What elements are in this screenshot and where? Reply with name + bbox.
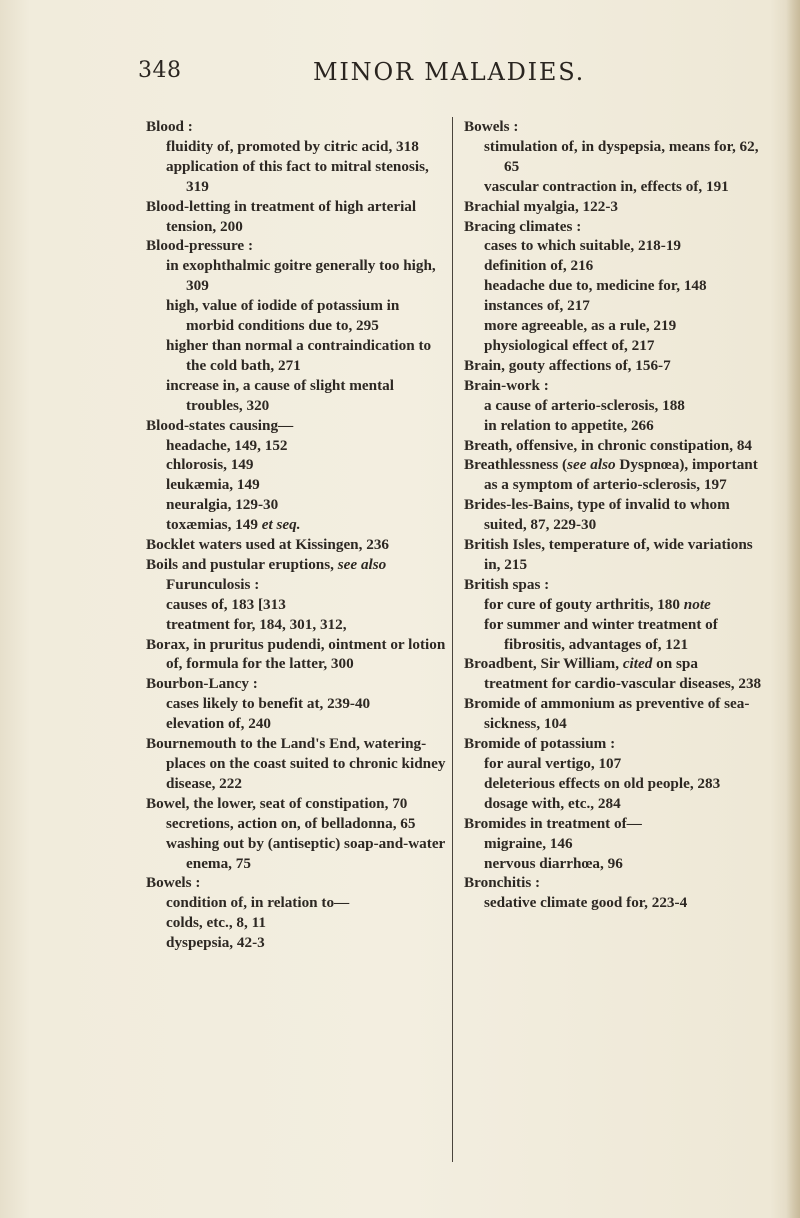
index-entry: [146, 236, 446, 256]
index-entry: [464, 814, 764, 834]
index-subentry: [464, 276, 764, 296]
entry-text: chlorosis, 149: [166, 456, 254, 474]
entry-text: sedative climate good for, 223-4: [484, 894, 688, 912]
index-subentry: [146, 296, 446, 336]
entry-text: Blood :: [146, 118, 193, 135]
entry-text: causes of, 183 [313: [166, 595, 286, 613]
index-entry: [146, 674, 446, 694]
index-entry: [464, 734, 764, 754]
entry-text: Bowels :: [464, 118, 519, 135]
index-entry: [146, 635, 446, 675]
entry-text: cases to which suitable, 218-19: [484, 237, 682, 255]
entry-text: for cure of gouty arthritis, 180: [484, 595, 684, 613]
index-column-left: [146, 117, 446, 953]
entry-text: in relation to appetite, 266: [484, 416, 654, 434]
index-entry: [464, 376, 764, 396]
index-entry: [464, 455, 764, 495]
entry-text: Brides-les-Bains, type of invalid to whom suited, 87, 229-30: [464, 496, 730, 534]
index-subentry: [464, 137, 764, 177]
entry-text: neuralgia, 129-30: [166, 496, 279, 514]
index-subentry: [146, 137, 446, 157]
index-subentry: [464, 615, 764, 655]
index-subentry: [146, 256, 446, 296]
index-subentry: [146, 336, 446, 376]
entry-text: secretions, action on, of belladonna, 65: [166, 814, 416, 832]
entry-text: application of this fact to mitral stenosis, 319: [166, 157, 429, 195]
entry-text: high, value of iodide of potassium in morbid conditions due to, 295: [166, 297, 400, 335]
index-subentry: [146, 515, 446, 535]
index-subentry: [464, 774, 764, 794]
entry-text: Bowel, the lower, seat of constipation, 70: [146, 794, 408, 812]
index-subentry: [146, 455, 446, 475]
index-subentry: [464, 256, 764, 276]
index-subentry: [464, 336, 764, 356]
index-entry: [146, 117, 446, 137]
entry-text: Bromide of potassium :: [464, 735, 616, 753]
index-subentry: [464, 416, 764, 436]
index-subentry: [464, 595, 764, 615]
entry-text: fluidity of, promoted by citric acid, 318: [166, 137, 419, 155]
index-entry: [146, 794, 446, 814]
entry-text: a cause of arterio-sclerosis, 188: [484, 396, 685, 414]
index-entry: [464, 117, 764, 137]
index-column-right: [464, 117, 764, 913]
index-subentry: [146, 475, 446, 495]
index-subentry: [146, 714, 446, 734]
index-subentry: [464, 794, 764, 814]
index-subentry: [146, 893, 446, 913]
index-subentry: [464, 834, 764, 854]
entry-italic-text: note: [683, 595, 711, 613]
entry-text: Boils and pustular eruptions,: [146, 555, 338, 573]
entry-text: in exophthalmic goitre generally too high, 309: [166, 257, 436, 295]
entry-text: higher than normal a contraindication to the cold bath, 271: [166, 336, 432, 374]
index-subentry: [146, 376, 446, 416]
column-divider: [452, 117, 453, 1162]
index-entry: [464, 694, 764, 734]
index-entry: [464, 873, 764, 893]
index-entry: [464, 495, 764, 535]
entry-text-continued: Dyspnœa), important as a symptom of arterio-sclerosis, 197: [484, 456, 758, 494]
index-subentry: [464, 236, 764, 256]
entry-text: Breathlessness (: [464, 456, 568, 474]
entry-text: condition of, in relation to—: [166, 894, 350, 912]
entry-text-continued: Furunculosis :: [166, 575, 260, 593]
entry-text: Bromide of ammonium as preventive of sea-sickness, 104: [464, 695, 750, 733]
entry-text: Breath, offensive, in chronic constipation, 84: [464, 436, 753, 454]
entry-text: migraine, 146: [484, 834, 573, 852]
entry-text: Blood-letting in treatment of high arterial tension, 200: [146, 197, 417, 235]
index-subentry: [146, 814, 446, 834]
index-entry: [146, 535, 446, 555]
page-edge-shadow: [786, 0, 800, 1218]
index-entry: [464, 197, 764, 217]
entry-text: Brain, gouty affections of, 156-7: [464, 356, 671, 374]
entry-text: dyspepsia, 42-3: [166, 934, 265, 952]
index-subentry: [464, 854, 764, 874]
entry-text: deleterious effects on old people, 283: [484, 774, 721, 792]
entry-text: Bourbon-Lancy :: [146, 675, 258, 693]
page-number: 348: [138, 58, 182, 83]
index-subentry: [146, 933, 446, 953]
entry-text: physiological effect of, 217: [484, 336, 655, 354]
entry-text: Bowels :: [146, 874, 201, 892]
index-entry: [464, 436, 764, 456]
index-entry: [146, 734, 446, 794]
entry-text: more agreeable, as a rule, 219: [484, 317, 677, 335]
entry-text: vascular contraction in, effects of, 191: [484, 177, 729, 195]
entry-text: Bromides in treatment of—: [464, 814, 642, 832]
index-subentry: [146, 834, 446, 874]
entry-text: Brain-work :: [464, 376, 549, 394]
entry-text: washing out by (antiseptic) soap-and-water enema, 75: [166, 834, 446, 872]
entry-text: colds, etc., 8, 11: [166, 914, 266, 932]
index-subentry: [146, 913, 446, 933]
entry-text: Borax, in pruritus pudendi, ointment or lotion of, formula for the latter, 300: [146, 635, 446, 673]
entry-text: Bracing climates :: [464, 217, 582, 235]
index-entry: [146, 555, 446, 595]
index-subentry: [146, 694, 446, 714]
index-subentry: [464, 396, 764, 416]
index-subentry: [146, 615, 446, 635]
index-subentry: [146, 595, 446, 615]
entry-text: nervous diarrhœa, 96: [484, 854, 623, 872]
entry-text: definition of, 216: [484, 257, 594, 275]
entry-text: for aural vertigo, 107: [484, 755, 622, 772]
index-entry: [146, 873, 446, 893]
entry-text: leukæmia, 149: [166, 476, 260, 494]
index-entry: [146, 197, 446, 237]
entry-italic-text: see also: [337, 555, 387, 573]
index-subentry: [464, 754, 764, 774]
index-subentry: [464, 296, 764, 316]
entry-text: Bronchitis :: [464, 874, 541, 892]
entry-text: British Isles, temperature of, wide variations in, 215: [464, 536, 753, 573]
entry-text: Blood-pressure :: [146, 237, 254, 255]
entry-text: British spas :: [464, 575, 550, 593]
entry-italic-text: cited: [622, 655, 653, 673]
entry-text: headache, 149, 152: [166, 436, 288, 454]
entry-text: Brachial myalgia, 122-3: [464, 197, 618, 215]
entry-italic-text: see also: [567, 456, 616, 474]
entry-text: for summer and winter treatment of fibrositis, advantages of, 121: [484, 615, 718, 653]
running-head: MINOR MALADIES.: [313, 58, 586, 86]
index-subentry: [464, 316, 764, 336]
index-entry: [146, 416, 446, 436]
entry-italic-text: et seq.: [261, 516, 301, 534]
index-entry: [464, 356, 764, 376]
entry-text: increase in, a cause of slight mental troubles, 320: [166, 376, 394, 414]
index-subentry: [146, 436, 446, 456]
entry-text: cases likely to benefit at, 239-40: [166, 695, 371, 713]
index-subentry: [464, 893, 764, 913]
entry-text: headache due to, medicine for, 148: [484, 277, 707, 295]
entry-text: toxæmias, 149: [166, 516, 262, 534]
entry-text: Bocklet waters used at Kissingen, 236: [146, 536, 389, 554]
entry-text-continued: on spa treatment for cardio-vascular diseases, 238: [484, 655, 762, 693]
entry-text: elevation of, 240: [166, 715, 272, 733]
index-subentry: [146, 495, 446, 515]
entry-text: Broadbent, Sir William,: [464, 655, 623, 673]
index-subentry: [146, 157, 446, 197]
entry-text: treatment for, 184, 301, 312,: [166, 615, 347, 633]
entry-text: dosage with, etc., 284: [484, 794, 621, 812]
entry-text: Bournemouth to the Land's End, watering-places on the coast suited to chronic kidney disease, 222: [146, 735, 446, 792]
page-header: [138, 58, 768, 94]
index-entry: [464, 575, 764, 595]
entry-text: instances of, 217: [484, 297, 590, 315]
index-entry: [464, 535, 764, 575]
entry-text: stimulation of, in dyspepsia, means for, 62, 65: [484, 137, 759, 175]
index-entry: [464, 217, 764, 237]
entry-text: Blood-states causing—: [146, 416, 294, 434]
index-entry: [464, 654, 764, 694]
index-subentry: [464, 177, 764, 197]
